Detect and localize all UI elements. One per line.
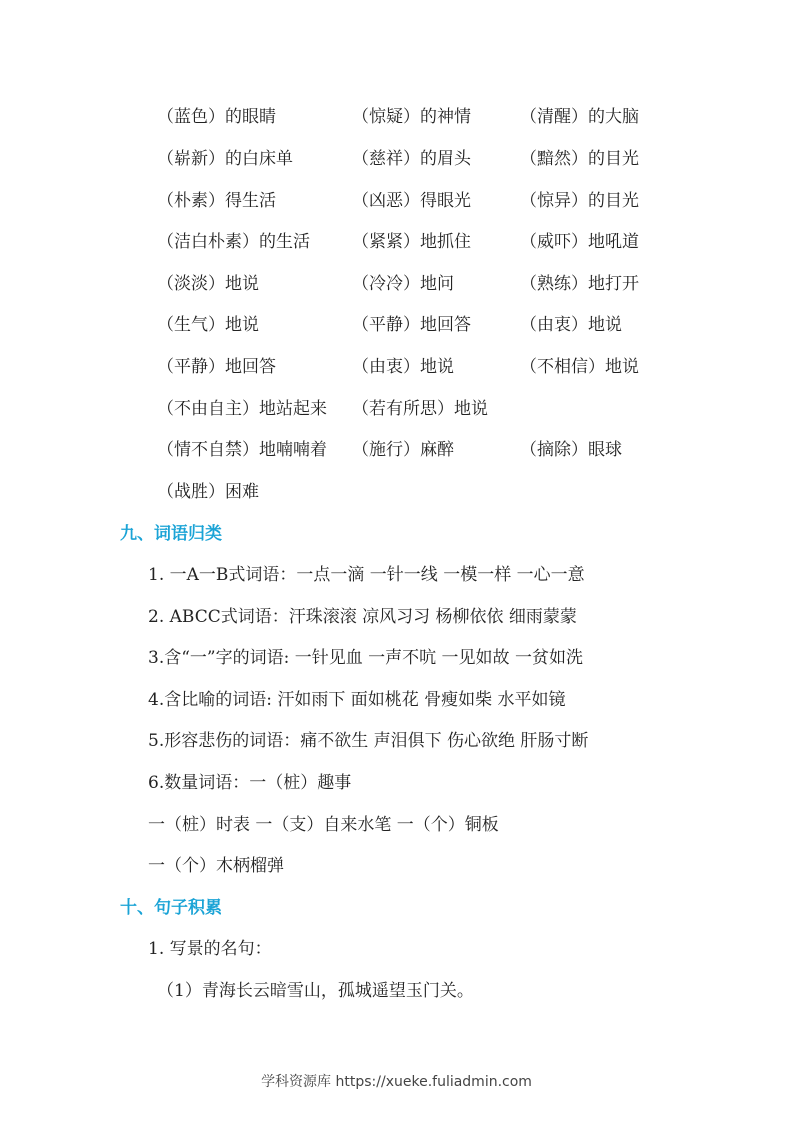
pair-item: （不相信）地说	[520, 357, 639, 377]
pair-item: （凶恶）得眼光	[352, 191, 471, 211]
pair-item: （黯然）的目光	[520, 149, 639, 169]
pair-item: （由衷）地说	[520, 315, 622, 335]
pair-item: （战胜）困难	[157, 482, 259, 502]
category-line: 2. ABCC式词语：汗珠滚滚 凉风习习 杨柳依依 细雨蒙蒙	[148, 607, 577, 627]
category-line: 一（桩）时表 一（支）自来水笔 一（个）铜板	[148, 815, 499, 835]
pair-item: （摘除）眼球	[520, 440, 622, 460]
pair-item: （淡淡）地说	[157, 274, 259, 294]
pair-item: （生气）地说	[157, 315, 259, 335]
pair-item: （平静）地回答	[352, 315, 471, 335]
pair-item: （慈祥）的眉头	[352, 149, 471, 169]
pair-item: （蓝色）的眼睛	[157, 107, 276, 127]
pair-item: （洁白朴素）的生活	[157, 232, 310, 252]
pair-item: （惊异）的目光	[520, 191, 639, 211]
sentence-line: 1. 写景的名句：	[148, 939, 272, 959]
pair-item: （由衷）地说	[352, 357, 454, 377]
category-line: 一（个）木柄榴弹	[148, 856, 284, 876]
category-line: 5.形容悲伤的词语：痛不欲生 声泪俱下 伤心欲绝 肝肠寸断	[148, 731, 589, 751]
category-line: 1. 一A一B式词语：一点一滴 一针一线 一模一样 一心一意	[148, 565, 585, 585]
pair-item: （崭新）的白床单	[157, 149, 293, 169]
pair-item: （不由自主）地站起来	[157, 399, 327, 419]
category-line: 6.数量词语：一（桩）趣事	[148, 773, 352, 793]
section-heading: 十、句子积累	[120, 898, 222, 918]
pair-item: （施行）麻醉	[352, 440, 454, 460]
pair-item: （威吓）地吼道	[520, 232, 639, 252]
pair-item: （惊疑）的神情	[352, 107, 471, 127]
pair-item: （紧紧）地抓住	[352, 232, 471, 252]
pair-item: （冷冷）地问	[352, 274, 454, 294]
pair-item: （清醒）的大脑	[520, 107, 639, 127]
footer-source: 学科资源库 https://xueke.fuliadmin.com	[261, 1074, 532, 1090]
pair-item: （若有所思）地说	[352, 399, 488, 419]
section-heading: 九、词语归类	[120, 524, 222, 544]
category-line: 3.含“一”字的词语: 一针见血 一声不吭 一见如故 一贫如洗	[148, 648, 583, 668]
category-line: 4.含比喻的词语: 汗如雨下 面如桃花 骨瘦如柴 水平如镜	[148, 690, 566, 710]
pair-item: （平静）地回答	[157, 357, 276, 377]
pair-item: （熟练）地打开	[520, 274, 639, 294]
sentence-line: （1）青海长云暗雪山，孤城遥望玉门关。	[157, 981, 474, 1001]
pair-item: （情不自禁）地喃喃着	[157, 440, 327, 460]
pair-item: （朴素）得生活	[157, 191, 276, 211]
